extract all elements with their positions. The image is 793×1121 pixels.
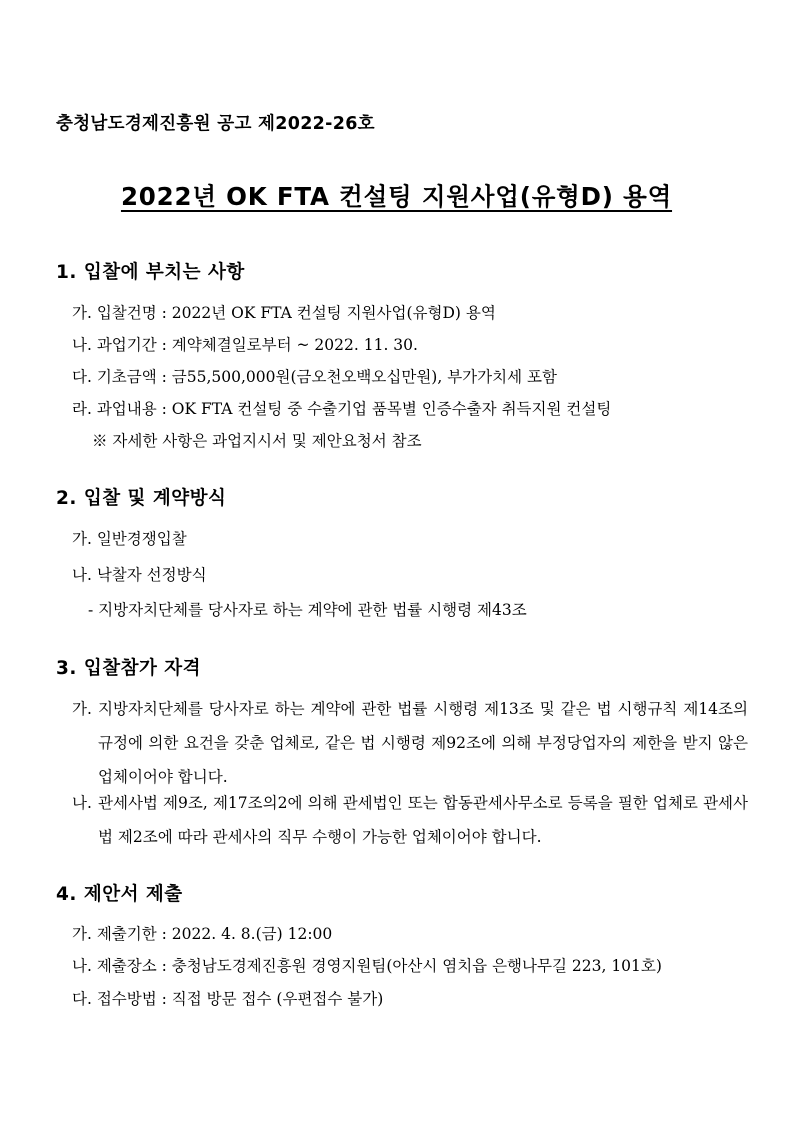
section-1-note: ※ 자세한 사항은 과업지시서 및 제안요청서 참조	[92, 432, 422, 450]
section-1-item-ga: 가. 입찰건명 : 2022년 OK FTA 컨설팅 지원사업(유형D) 용역	[72, 304, 496, 322]
document-title	[0, 178, 793, 213]
section-1-item-na: 나. 과업기간 : 계약체결일로부터 ~ 2022. 11. 30.	[72, 336, 418, 354]
section-3-item-ga-text: 지방자치단체를 당사자로 하는 계약에 관한 법률 시행령 제13조 및 같은 법 시행규칙 제14조의 규정에 의한 요건을 갖춘 업체로, 같은 법 시행령 제92조에 의해 부정당업자의 제한을 받지 않은 업체이어야 합니다.	[98, 700, 748, 786]
section-4-item-da: 다. 접수방법 : 직접 방문 접수 (우편접수 불가)	[72, 990, 384, 1008]
section-4-heading: 4. 제안서 제출	[56, 884, 183, 905]
document-title-text: 2022년 OK FTA 컨설팅 지원사업(유형D) 용역	[120, 182, 673, 211]
section-2-item-ga: 가. 일반경쟁입찰	[72, 530, 187, 548]
section-2-item-na: 나. 낙찰자 선정방식	[72, 566, 207, 584]
section-2-sub-item: - 지방자치단체를 당사자로 하는 계약에 관한 법률 시행령 제43조	[88, 601, 527, 619]
section-3-item-ga-marker: 가.	[72, 700, 92, 718]
notice-number: 충청남도경제진흥원 공고 제2022-26호	[56, 114, 375, 134]
section-4-item-na: 나. 제출장소 : 충청남도경제진흥원 경영지원팀(아산시 염치읍 은행나무길 223, 101호)	[72, 957, 662, 975]
section-1-heading: 1. 입찰에 부치는 사항	[56, 262, 245, 283]
section-1-item-da: 다. 기초금액 : 금55,500,000원(금오천오백오십만원), 부가가치세 포함	[72, 368, 557, 386]
section-1-item-ra: 라. 과업내용 : OK FTA 컨설팅 중 수출기업 품목별 인증수출자 취득지원 컨설팅	[72, 400, 612, 418]
section-3-item-na-text: 관세사법 제9조, 제17조의2에 의해 관세법인 또는 합동관세사무소로 등록을 필한 업체로 관세사법 제2조에 따라 관세사의 직무 수행이 가능한 업체이어야 합니다.	[98, 794, 748, 846]
section-3-item-na-marker: 나.	[72, 794, 92, 812]
section-3-heading: 3. 입찰참가 자격	[56, 658, 202, 679]
section-3-item-na	[72, 786, 748, 854]
section-2-heading: 2. 입찰 및 계약방식	[56, 488, 227, 509]
section-3-item-ga	[72, 692, 748, 794]
section-4-item-ga: 가. 제출기한 : 2022. 4. 8.(금) 12:00	[72, 925, 333, 943]
